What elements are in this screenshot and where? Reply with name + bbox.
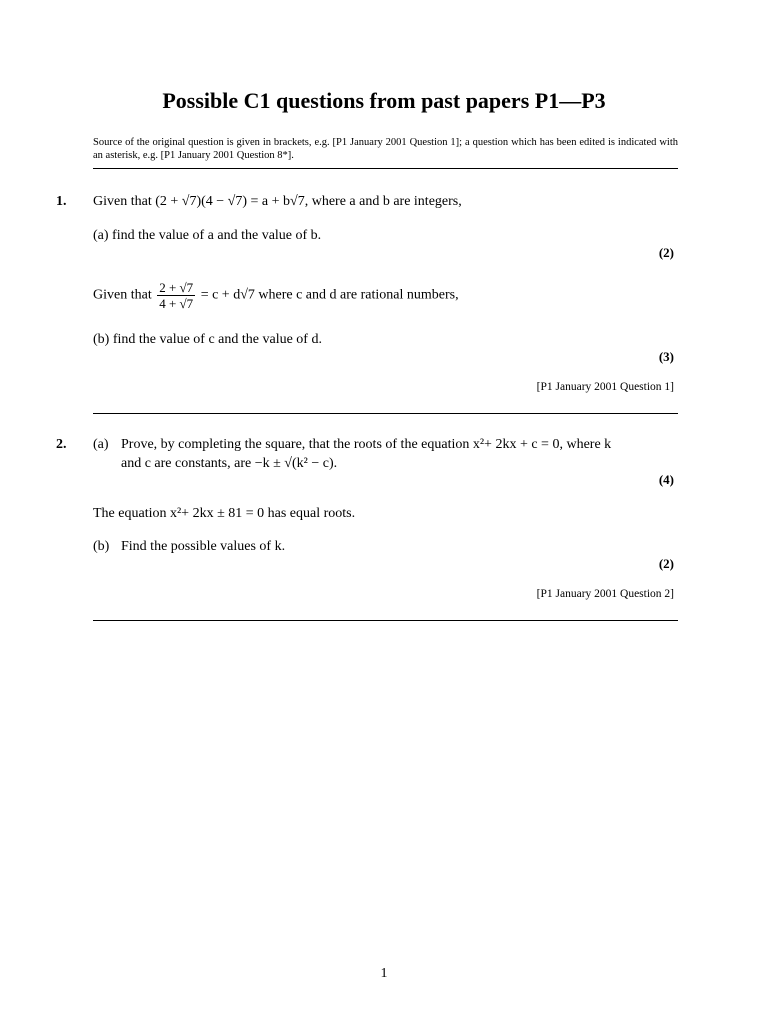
question-1-part-b: (b) find the value of c and the value of d. xyxy=(93,332,322,347)
question-1-given xyxy=(93,280,459,311)
question-1-marks-b: (3) xyxy=(658,349,674,364)
question-1-divider xyxy=(93,413,678,414)
question-1-reference: [P1 January 2001 Question 1] xyxy=(536,381,674,393)
question-2-part-a-line1: Prove, by completing the square, that the roots of the equation x²+ 2kx + c = 0, where k xyxy=(121,437,612,452)
given-suffix: = c + d√7 where c and d are rational numbers, xyxy=(200,287,459,303)
question-2-number: 2. xyxy=(56,437,67,452)
question-1-number: 1. xyxy=(56,194,67,209)
question-2-marks-b: (2) xyxy=(658,556,674,571)
question-2-part-a-line2: and c are constants, are −k ± √(k² − c). xyxy=(121,456,338,471)
question-1-marks-a: (2) xyxy=(658,245,674,260)
question-2-marks-a: (4) xyxy=(658,472,674,487)
source-note: Source of the original question is given in brackets, e.g. [P1 January 2001 Question 1]; a question which has been edited is indicated with an asterisk, e.g. [P1 January 2001 Question 8*]. xyxy=(93,137,678,161)
fraction xyxy=(157,280,195,311)
question-2-part-b-label: (b) xyxy=(93,539,110,554)
question-1-intro: Given that (2 + √7)(4 − √7) = a + b√7, where a and b are integers, xyxy=(93,194,462,209)
page-title: Possible C1 questions from past papers P1—P3 xyxy=(162,88,606,113)
question-2-reference: [P1 January 2001 Question 2] xyxy=(536,588,674,600)
question-2-part-b: Find the possible values of k. xyxy=(121,539,286,554)
question-2-part-a-label: (a) xyxy=(93,437,109,452)
given-prefix: Given that xyxy=(93,287,152,303)
question-1-part-a: (a) find the value of a and the value of b. xyxy=(93,228,322,243)
header-divider xyxy=(93,168,678,169)
page-number: 1 xyxy=(380,966,388,981)
question-2-divider xyxy=(93,620,678,621)
fraction-numerator: 2 + √7 xyxy=(159,280,194,295)
fraction-denominator: 4 + √7 xyxy=(159,296,194,311)
question-2-statement: The equation x²+ 2kx ± 81 = 0 has equal roots. xyxy=(93,506,356,521)
